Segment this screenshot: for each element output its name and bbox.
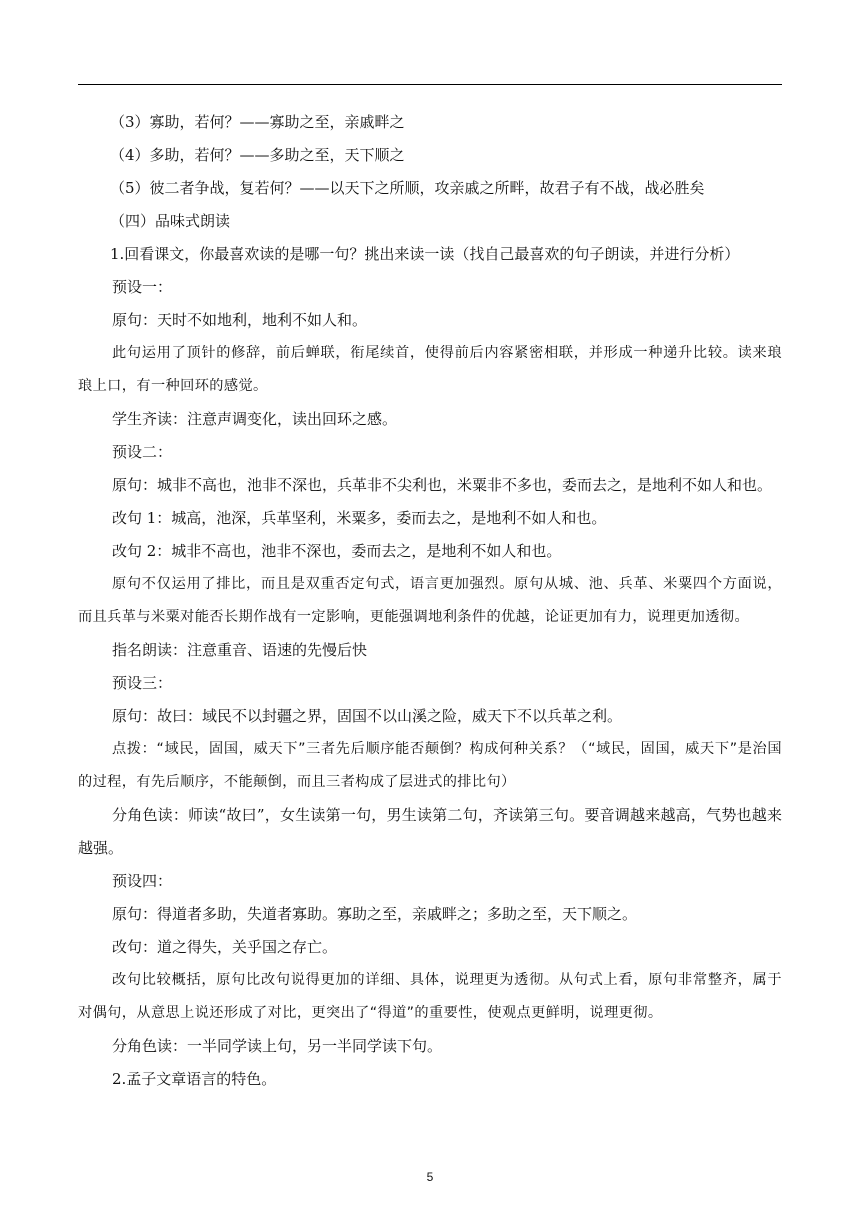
preset-1-analysis: 此句运用了顶针的修辞，前后蝉联，衔尾续首，使得前后内容紧密相联，并形成一种递升比较。读来琅琅上口，有一种回环的感觉。	[78, 345, 782, 394]
preset-3-hint: 点拨：“域民，固国，威天下”三者先后顺序能否颠倒？构成何种关系？（“域民，固国，威天下”是治国的过程，有先后顺序，不能颠倒，而且三者构成了层进式的排比句）	[78, 741, 782, 790]
page-number: 5	[426, 1170, 434, 1184]
question-2: 2.孟子文章语言的特色。	[112, 1070, 277, 1088]
preset-4-reading: 分角色读：一半同学读上句，另一半同学读下句。	[112, 1037, 443, 1055]
preset-4-analysis: 改句比较概括，原句比改句说得更加的详细、具体，说理更为透彻。从句式上看，原句非常整齐，属于对偶句，从意思上说还形成了对比，更突出了“得道”的重要性，使观点更鲜明，说理更彻。	[78, 972, 782, 1021]
preset-3-reading: 分角色读：师读“故曰”，女生读第一句，男生读第二句，齐读第三句。要音调越来越高，气势也越来越强。	[78, 806, 782, 857]
preset-4-revision: 改句：道之得失，关乎国之存亡。	[112, 938, 338, 956]
preset-1-reading: 学生齐读：注意声调变化，读出回环之感。	[112, 410, 398, 428]
preset-2-revision-1: 改句 1：城高，池深，兵革坚利，米粟多，委而去之，是地利不如人和也。	[112, 509, 607, 527]
preset-3-original: 原句：故曰：域民不以封疆之界，固国不以山溪之险，威天下不以兵革之利。	[112, 707, 623, 725]
text-line-4: （4）多助，若何？——多助之至，天下顺之	[110, 146, 405, 164]
preset-2-reading: 指名朗读：注意重音、语速的先慢后快	[112, 641, 368, 659]
header-rule	[78, 84, 782, 85]
preset-2-original: 原句：城非不高也，池非不深也，兵革非不尖利也，米粟非不多也，委而去之，是地利不如人和也。	[112, 476, 773, 494]
question-1: 1.回看课文，你最喜欢读的是哪一句？挑出来读一读（找自己最喜欢的句子朗读，并进行分析）	[110, 245, 740, 263]
preset-3-label: 预设三：	[112, 674, 173, 692]
preset-4-label: 预设四：	[112, 872, 173, 890]
text-line-3: （3）寡助，若何？——寡助之至，亲戚畔之	[110, 113, 405, 131]
text-line-5: （5）彼二者争战，复若何？——以天下之所顺，攻亲戚之所畔，故君子有不战，战必胜矣	[110, 179, 705, 197]
preset-2-label: 预设二：	[112, 443, 173, 461]
preset-4-original: 原句：得道者多助，失道者寡助。寡助之至，亲戚畔之；多助之至，天下顺之。	[112, 905, 638, 923]
preset-1-label: 预设一：	[112, 278, 173, 296]
preset-1-original: 原句：天时不如地利，地利不如人和。	[112, 311, 368, 329]
preset-2-revision-2: 改句 2：城非不高也，池非不深也，委而去之，是地利不如人和也。	[112, 542, 562, 560]
preset-2-analysis: 原句不仅运用了排比，而且是双重否定句式，语言更加强烈。原句从城、池、兵革、米粟四个方面说，而且兵革与米粟对能否长期作战有一定影响，更能强调地利条件的优越，论证更加有力，说理更加透彻。	[78, 576, 782, 625]
section-heading-pinwei: （四）品味式朗读	[110, 212, 231, 230]
document-body	[78, 106, 782, 1096]
